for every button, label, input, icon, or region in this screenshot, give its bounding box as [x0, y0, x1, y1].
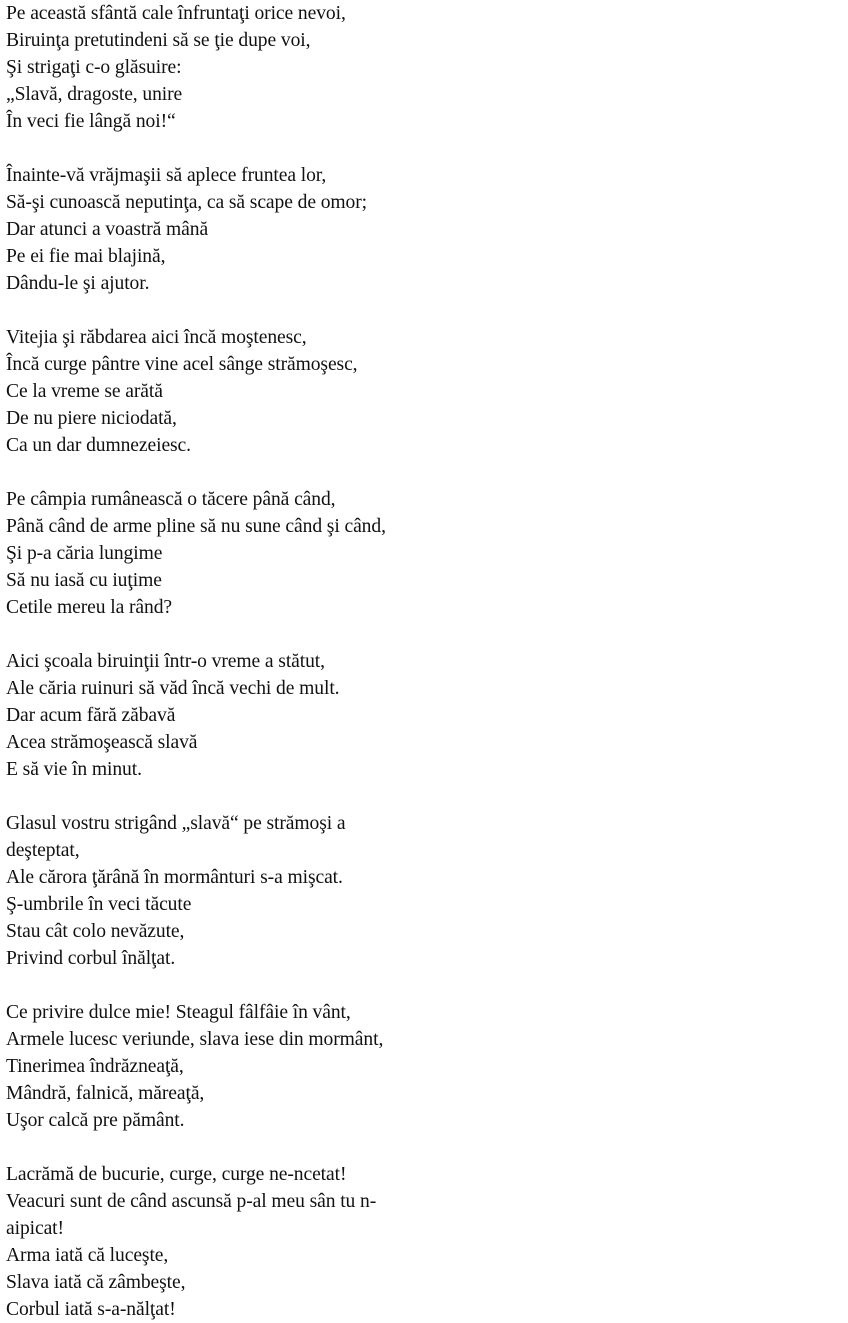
verse-line: Şi strigaţi c-o glăsuire:: [6, 57, 182, 78]
verse-line: Glasul vostru strigând „slavă“ pe strămoşi a: [6, 813, 346, 834]
stanza-gap: [6, 783, 842, 810]
verse-line: Pe această sfântă cale înfruntaţi orice nevoi,: [6, 3, 346, 24]
verse-line: Cetile mereu la rând?: [6, 597, 172, 618]
stanza-2: [6, 162, 842, 297]
verse-line: E să vie în minut.: [6, 759, 142, 780]
stanza-gap: [6, 1134, 842, 1161]
stanza-6: [6, 810, 842, 972]
verse-line: Arma iată că luceşte,: [6, 1245, 169, 1266]
verse-line: Dându-le şi ajutor.: [6, 273, 150, 294]
stanza-3: [6, 324, 842, 459]
verse-line: Înainte-vă vrăjmaşii să aplece fruntea lor,: [6, 165, 327, 186]
verse-line: Ce la vreme se arătă: [6, 381, 163, 402]
verse-line: Pe ei fie mai blajină,: [6, 246, 166, 267]
verse-line: Corbul iată s-a-nălţat!: [6, 1299, 176, 1320]
verse-line: Veacuri sunt de când ascunsă p-al meu sân tu n-: [6, 1191, 377, 1212]
stanza-7: [6, 999, 842, 1134]
verse-line: Să nu iasă cu iuţime: [6, 570, 162, 591]
verse-line: Slava iată că zâmbeşte,: [6, 1272, 186, 1293]
verse-line: Vitejia şi răbdarea aici încă moştenesc,: [6, 327, 307, 348]
verse-line: deşteptat,: [6, 840, 80, 861]
verse-line: Ce privire dulce mie! Steagul fâlfâie în vânt,: [6, 1002, 351, 1023]
stanza-gap: [6, 135, 842, 162]
verse-line: Ş-umbrile în veci tăcute: [6, 894, 192, 915]
verse-line: Armele lucesc veriunde, slava iese din mormânt,: [6, 1029, 384, 1050]
verse-line: Ca un dar dumnezeiesc.: [6, 435, 191, 456]
verse-line: „Slavă, dragoste, unire: [6, 84, 183, 105]
stanza-5: [6, 648, 842, 783]
verse-line: Încă curge pântre vine acel sânge strămoşesc,: [6, 354, 358, 375]
verse-line: În veci fie lângă noi!“: [6, 111, 176, 132]
verse-line: Stau cât colo nevăzute,: [6, 921, 185, 942]
verse-line: Tinerimea îndrăzneaţă,: [6, 1056, 184, 1077]
verse-line: Până când de arme pline să nu sune când şi când,: [6, 516, 386, 537]
verse-line: Ale căria ruinuri să văd încă vechi de mult.: [6, 678, 340, 699]
stanza-4: [6, 486, 842, 621]
poem-page: [6, 0, 842, 1323]
verse-line: Lacrămă de bucurie, curge, curge ne-ncetat!: [6, 1164, 347, 1185]
verse-line: Mândră, falnică, măreaţă,: [6, 1083, 205, 1104]
verse-line: De nu piere niciodată,: [6, 408, 177, 429]
verse-line: Să-şi cunoască neputinţa, ca să scape de omor;: [6, 192, 368, 213]
verse-line: Pe câmpia rumânească o tăcere până când,: [6, 489, 336, 510]
verse-line: Ale cărora ţărână în mormânturi s-a mişcat.: [6, 867, 343, 888]
stanza-gap: [6, 621, 842, 648]
stanza-gap: [6, 297, 842, 324]
verse-line: Biruinţa pretutindeni să se ţie dupe voi,: [6, 30, 311, 51]
verse-line: Aici şcoala biruinţii într-o vreme a stătut,: [6, 651, 325, 672]
verse-line: aipicat!: [6, 1218, 64, 1239]
verse-line: Acea strămoşească slavă: [6, 732, 198, 753]
verse-line: Şi p-a căria lungime: [6, 543, 163, 564]
verse-line: Privind corbul înălţat.: [6, 948, 176, 969]
verse-line: Dar acum fără zăbavă: [6, 705, 176, 726]
stanza-gap: [6, 459, 842, 486]
stanza-1: [6, 0, 842, 135]
verse-line: Uşor calcă pre pământ.: [6, 1110, 185, 1131]
stanza-gap: [6, 972, 842, 999]
verse-line: Dar atunci a voastră mână: [6, 219, 209, 240]
stanza-8: [6, 1161, 842, 1323]
